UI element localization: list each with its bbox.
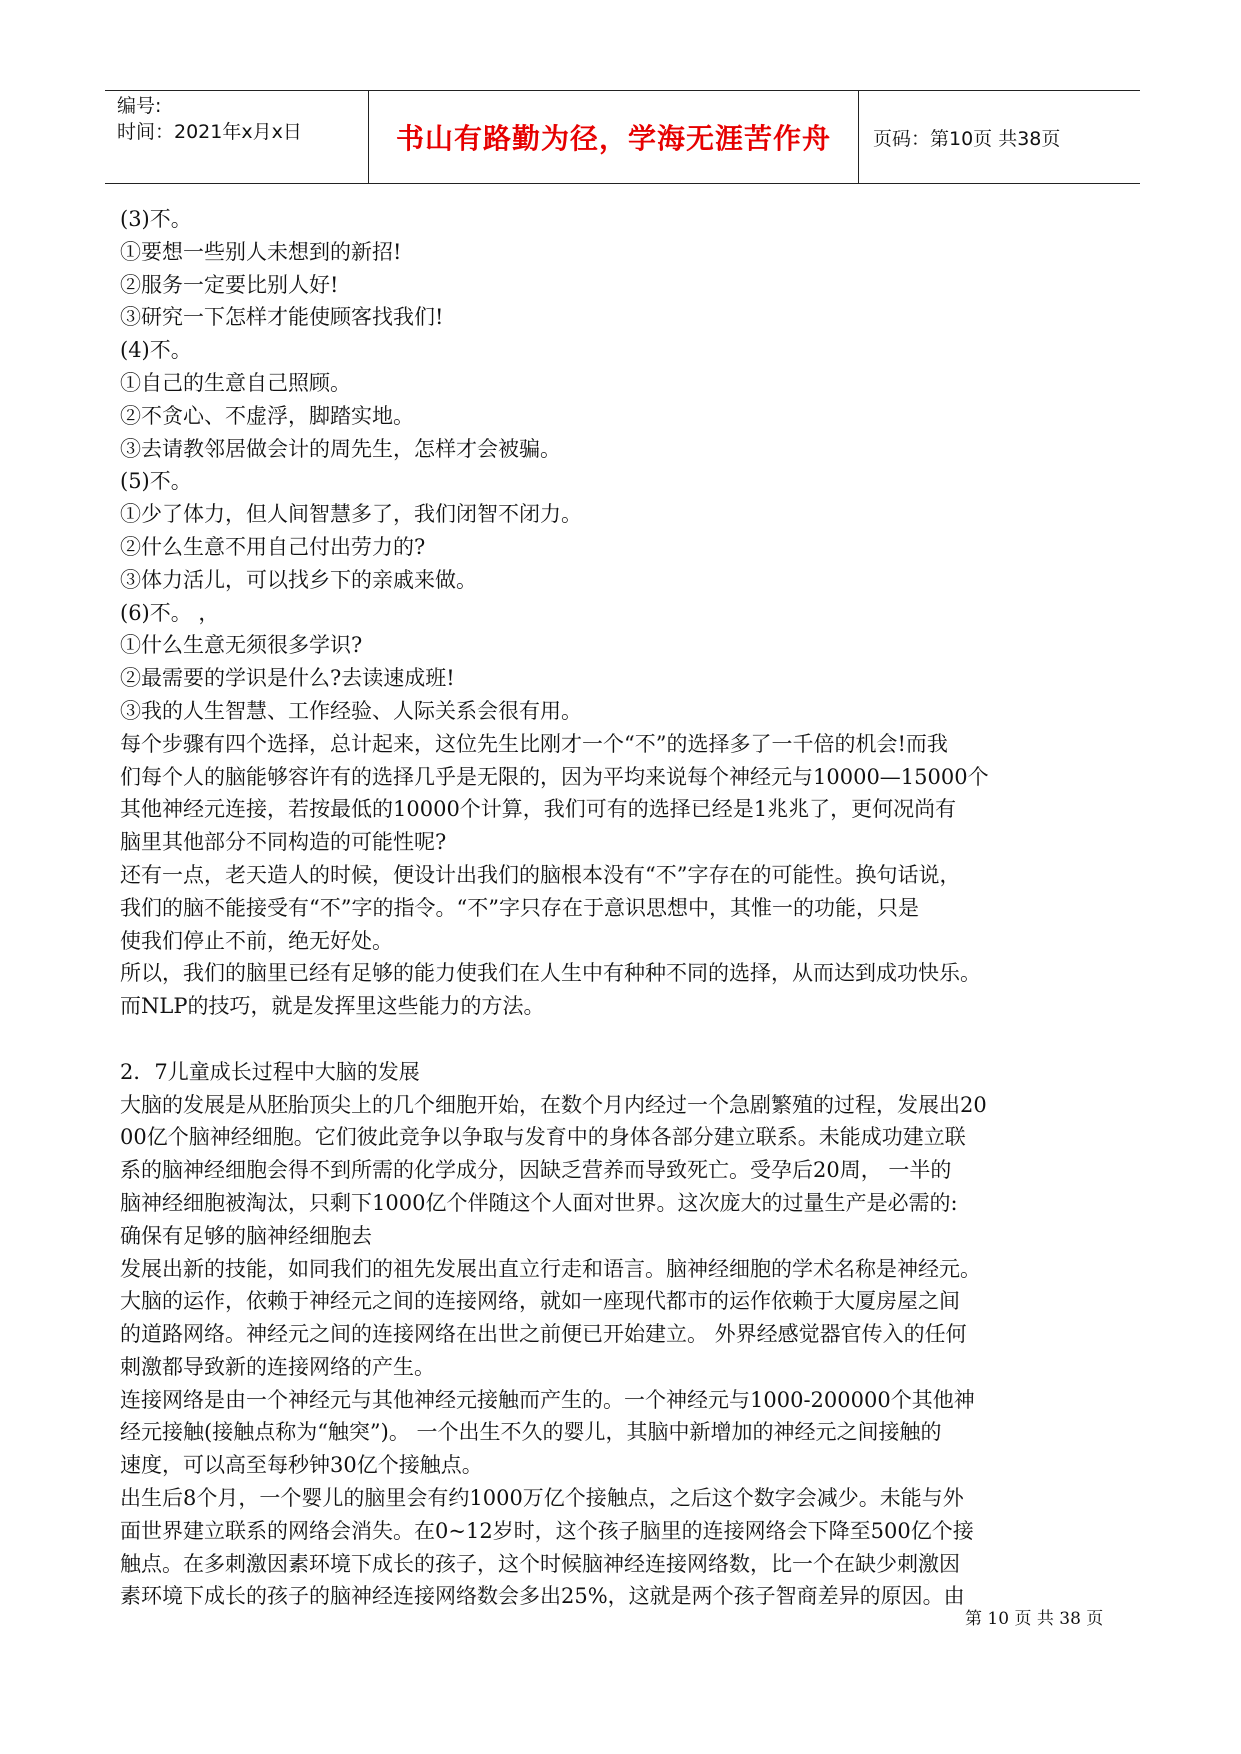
body-line: (4)不。: [120, 338, 192, 363]
body-line: 系的脑神经细胞会得不到所需的化学成分，因缺乏营养而导致死亡。受孕后20周， 一半的: [120, 1158, 952, 1183]
document-body: [120, 203, 1150, 1613]
body-line: 刺激都导致新的连接网络的产生。: [120, 1354, 435, 1379]
body-line: 大脑的发展是从胚胎顶尖上的几个细胞开始，在数个月内经过一个急剧繁殖的过程，发展出20: [120, 1092, 987, 1117]
document-time-label: 时间：2021年x月x日: [117, 121, 302, 143]
body-line: 经元接触(接触点称为“触突”)。 一个出生不久的婴儿，其脑中新增加的神经元之间接触的: [120, 1420, 942, 1445]
body-line: 脑神经细胞被淘汰，只剩下1000亿个伴随这个人面对世界。这次庞大的过量生产是必需的:: [120, 1190, 958, 1215]
body-line: 大脑的运作，依赖于神经元之间的连接网络，就如一座现代都市的运作依赖于大厦房屋之间: [120, 1289, 960, 1314]
body-line: 我们的脑不能接受有“不”字的指令。“不”字只存在于意识思想中，其惟一的功能，只是: [120, 895, 919, 920]
header-motto: 书山有路勤为径，学海无涯苦作舟: [369, 91, 859, 183]
body-line: 每个步骤有四个选择，总计起来，这位先生比刚才一个“不”的选择多了一千倍的机会!而我: [120, 731, 948, 756]
body-line: ③去请教邻居做会计的周先生，怎样才会被骗。: [120, 436, 561, 461]
body-line: 00亿个脑神经细胞。它们彼此竞争以争取与发育中的身体各部分建立联系。未能成功建立联: [120, 1125, 966, 1150]
header-meta: [105, 91, 369, 183]
body-line: ②最需要的学识是什么?去读速成班!: [120, 666, 455, 691]
blank-line: [120, 1023, 1150, 1056]
body-line: ③研究一下怎样才能使顾客找我们!: [120, 305, 444, 330]
body-line: 触点。在多刺激因素环境下成长的孩子，这个时候脑神经连接网络数，比一个在缺少刺激因: [120, 1551, 960, 1576]
page-footer: 第 10 页 共 38 页: [965, 1609, 1104, 1629]
body-line: 其他神经元连接，若按最低的10000个计算，我们可有的选择已经是1兆兆了，更何况尚有: [120, 797, 957, 822]
body-line: 面世界建立联系的网络会消失。在0~12岁时，这个孩子脑里的连接网络会下降至500亿个接: [120, 1518, 974, 1543]
body-line: 素环境下成长的孩子的脑神经连接网络数会多出25%，这就是两个孩子智商差异的原因。由: [120, 1584, 965, 1609]
body-line: (3)不。: [120, 207, 192, 231]
header-page-number: 页码：第10页 共38页: [873, 127, 1061, 150]
body-line: 确保有足够的脑神经细胞去: [120, 1223, 372, 1248]
body-line: ③我的人生智慧、工作经验、人际关系会很有用。: [120, 698, 582, 723]
body-line: ②服务一定要比别人好!: [120, 272, 339, 297]
body-line: 使我们停止不前，绝无好处。: [120, 928, 393, 953]
page-header: [105, 90, 1140, 184]
body-line: ②什么生意不用自己付出劳力的?: [120, 534, 426, 559]
body-line: ①什么生意无须很多学识?: [120, 633, 363, 658]
body-line: (5)不。: [120, 469, 192, 494]
body-line: 还有一点，老天造人的时候，便设计出我们的脑根本没有“不”字存在的可能性。换句话说，: [120, 862, 961, 887]
body-line: 发展出新的技能，如同我们的祖先发展出直立行走和语言。脑神经细胞的学术名称是神经元。: [120, 1256, 981, 1281]
body-line: 的道路网络。神经元之间的连接网络在出世之前便已开始建立。 外界经感觉器官传入的任何: [120, 1322, 967, 1347]
body-line: 出生后8个月，一个婴儿的脑里会有约1000万亿个接触点，之后这个数字会减少。未能与外: [120, 1486, 964, 1511]
body-line: ①自己的生意自己照顾。: [120, 370, 351, 395]
body-line: 连接网络是由一个神经元与其他神经元接触而产生的。一个神经元与1000-200000个其他神: [120, 1387, 975, 1412]
body-line: 脑里其他部分不同构造的可能性呢?: [120, 830, 447, 855]
body-line: ①少了体力，但人间智慧多了，我们闭智不闭力。: [120, 502, 582, 527]
body-line: 而NLP的技巧，就是发挥里这些能力的方法。: [120, 994, 545, 1019]
body-line: (6)不。 ，: [120, 600, 220, 625]
body-line: ③体力活儿，可以找乡下的亲戚来做。: [120, 567, 477, 592]
body-line: 所以，我们的脑里已经有足够的能力使我们在人生中有种种不同的选择，从而达到成功快乐。: [120, 961, 981, 986]
body-line: 速度，可以高至每秒钟30亿个接触点。: [120, 1453, 483, 1478]
body-line: 2．7儿童成长过程中大脑的发展: [120, 1059, 420, 1084]
body-line: 们每个人的脑能够容许有的选择几乎是无限的，因为平均来说每个神经元与10000—15000个: [120, 764, 989, 789]
body-line: ①要想一些别人未想到的新招!: [120, 239, 402, 264]
body-line: ②不贪心、不虚浮，脚踏实地。: [120, 403, 414, 428]
document-number-label: 编号:: [117, 95, 162, 117]
